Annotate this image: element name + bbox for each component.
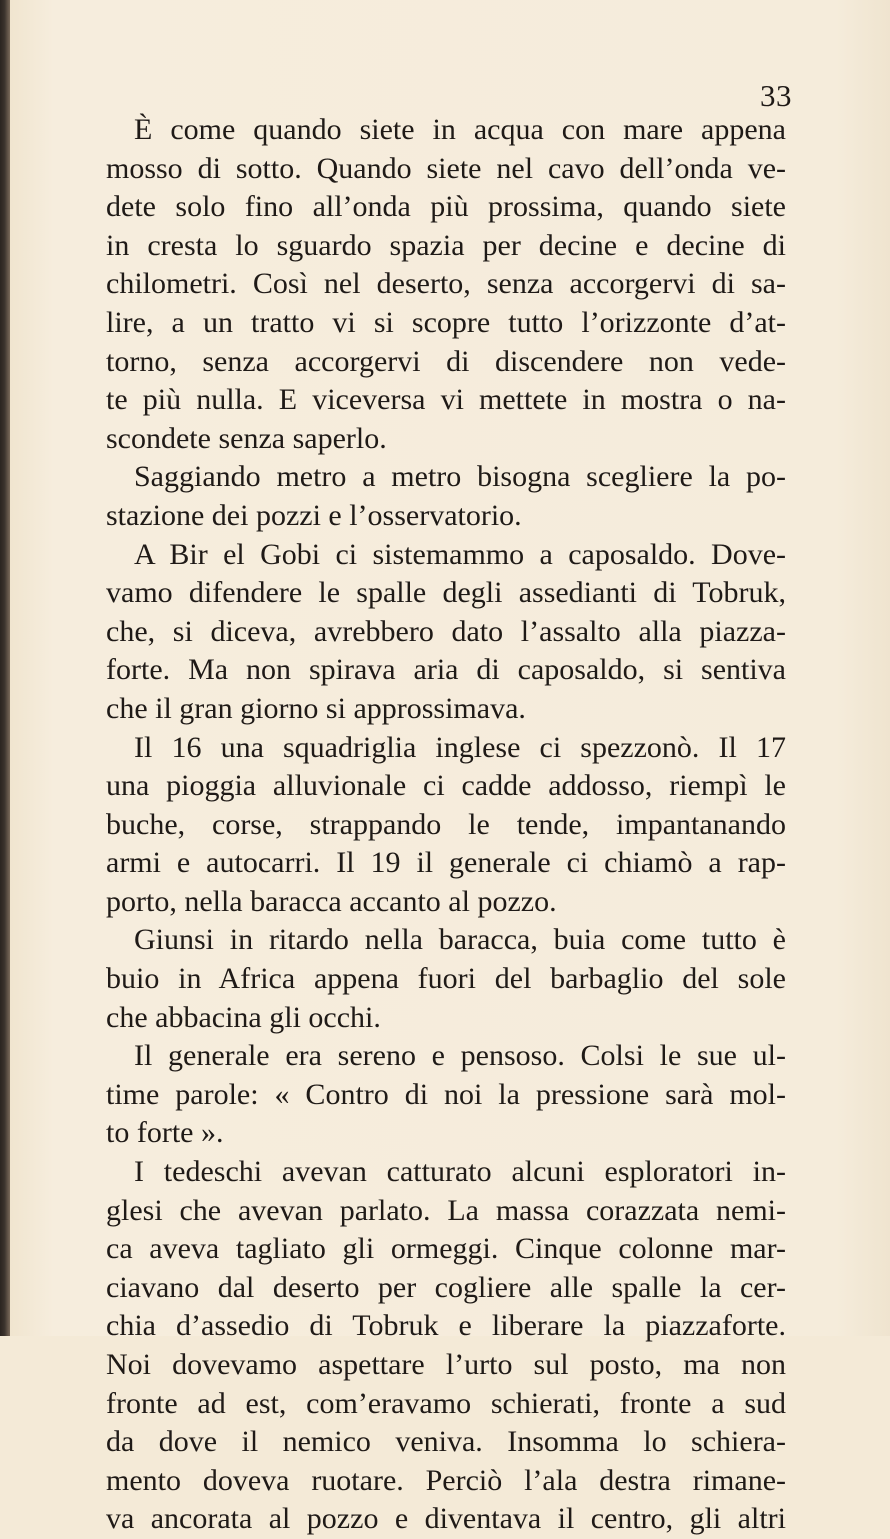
text-line: È come quando siete in acqua con mare appena bbox=[134, 113, 786, 146]
book-spine-edge bbox=[0, 0, 10, 1336]
text-line: lire, a un tratto vi si scopre tutto l’orizzonte d’at- bbox=[106, 305, 786, 339]
text-line: da dove il nemico veniva. Insomma lo schiera- bbox=[106, 1425, 786, 1459]
text-line: mento doveva ruotare. Perciò l’ala destra rimane- bbox=[106, 1463, 786, 1497]
text-line: chilometri. Così nel deserto, senza accorgervi di sa- bbox=[106, 267, 786, 301]
text-line: porto, nella baracca accanto al pozzo. bbox=[106, 884, 557, 918]
text-line: chia d’assedio di Tobruk e liberare la piazzaforte. bbox=[106, 1309, 786, 1343]
text-line: glesi che avevan parlato. La massa corazzata nemi- bbox=[106, 1193, 786, 1227]
text-line: time parole: « Contro di noi la pressione sarà mol- bbox=[106, 1077, 786, 1111]
text-line: ciavano dal deserto per cogliere alle spalle la cer- bbox=[106, 1270, 786, 1304]
text-line: Saggiando metro a metro bisogna scegliere la po- bbox=[134, 460, 786, 494]
text-line: buio in Africa appena fuori del barbaglio del sole bbox=[106, 962, 786, 996]
text-line: ca aveva tagliato gli ormeggi. Cinque colonne mar- bbox=[106, 1232, 786, 1266]
text-line: Noi dovevamo aspettare l’urto sul posto, ma non bbox=[106, 1348, 786, 1381]
text-line: va ancorata al pozzo e diventava il centro, gli altri bbox=[106, 1502, 786, 1536]
text-line: to forte ». bbox=[106, 1116, 224, 1150]
text-line: Il 16 una squadriglia inglese ci spezzonò. Il 17 bbox=[134, 730, 786, 764]
text-line: Giunsi in ritardo nella baracca, buia come tutto è bbox=[134, 923, 786, 957]
text-line: te più nulla. E viceversa vi mettete in mostra o na- bbox=[106, 383, 786, 417]
text-line: mosso di sotto. Quando siete nel cavo dell’onda ve- bbox=[106, 151, 786, 185]
text-line: che il gran giorno si approssimava. bbox=[106, 691, 526, 725]
text-line: armi e autocarri. Il 19 il generale ci chiamò a rap- bbox=[106, 846, 786, 880]
page-number: 33 bbox=[760, 78, 792, 113]
text-line: forte. Ma non spirava aria di caposaldo, si sentiva bbox=[106, 653, 786, 687]
text-line: una pioggia alluvionale ci cadde addosso, riempì le bbox=[106, 769, 786, 803]
text-line: fronte ad est, com’eravamo schierati, fronte a sud bbox=[106, 1386, 786, 1420]
text-line: Il generale era sereno e pensoso. Colsi le sue ul- bbox=[134, 1039, 786, 1073]
text-line: in cresta lo sguardo spazia per decine e decine di bbox=[106, 228, 786, 262]
text-line: I tedeschi avevan catturato alcuni esploratori in- bbox=[134, 1155, 786, 1189]
text-line: torno, senza accorgervi di discendere non vede- bbox=[106, 344, 786, 378]
text-line: che abbacina gli occhi. bbox=[106, 1000, 381, 1034]
text-line: buche, corse, strappando le tende, impantanando bbox=[106, 807, 786, 841]
text-line: che, si diceva, avrebbero dato l’assalto alla piazza- bbox=[106, 614, 786, 648]
text-line: dete solo fino all’onda più prossima, quando siete bbox=[106, 190, 786, 224]
text-line: A Bir el Gobi ci sistemammo a caposaldo. Dove- bbox=[134, 537, 786, 571]
text-line: scondete senza saperlo. bbox=[106, 421, 387, 455]
body-text bbox=[106, 111, 786, 1539]
text-line: stazione dei pozzi e l’osservatorio. bbox=[106, 498, 522, 532]
text-line: vamo difendere le spalle degli assedianti di Tobruk, bbox=[106, 576, 786, 610]
